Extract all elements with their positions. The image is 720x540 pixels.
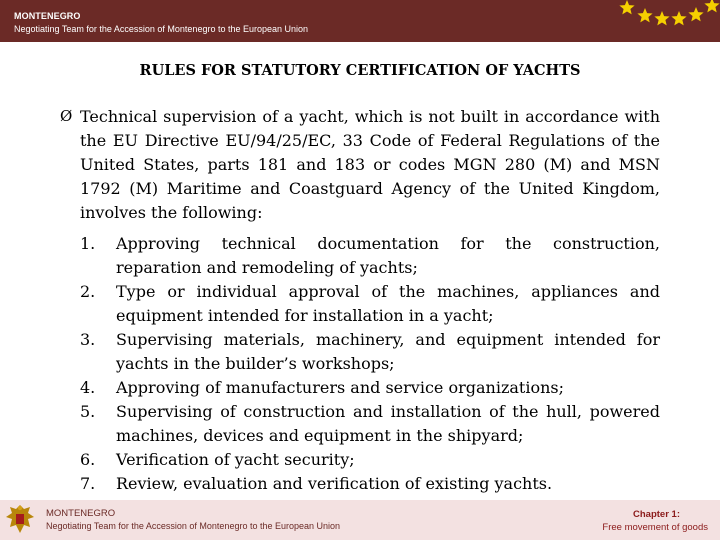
footer-org: MONTENEGRO: [46, 508, 116, 519]
item-text: Supervising materials, machinery, and equipment intended for yachts in the builder’s workshops;: [116, 330, 660, 373]
slide-title: RULES FOR STATUTORY CERTIFICATION OF YACHTS: [139, 62, 581, 79]
list-item: [80, 472, 660, 496]
list-item: [80, 328, 660, 376]
item-number: 7.: [80, 474, 96, 493]
list-item: [80, 376, 660, 400]
arrow-bullet-icon: Ø: [60, 107, 73, 125]
item-text: Supervising of construction and installation of the hull, powered machines, devices and equipment in the shipyard;: [116, 402, 660, 445]
coat-of-arms-icon: [4, 503, 36, 537]
star-icon: [637, 8, 652, 22]
item-number: 1.: [80, 234, 96, 253]
star-icon: [671, 11, 686, 25]
item-text: Approving technical documentation for the construction, reparation and remodeling of yachts;: [116, 234, 660, 277]
item-number: 5.: [80, 402, 96, 421]
header-org: MONTENEGRO: [14, 11, 81, 21]
star-icon: [688, 7, 703, 21]
intro-paragraph: Technical supervision of a yacht, which is not built in accordance with the EU Directive EU/94/25/EC, 33 Code of Federal Regulations of the United States, parts 181 and 183 or codes MGN 280 (M) and MSN 1792 (M) Maritime and Coastguard Agency of the United Kingdom, involves the following:: [80, 107, 660, 222]
item-number: 3.: [80, 330, 96, 349]
star-icon: [704, 0, 719, 12]
list-item: [80, 280, 660, 328]
item-text: Review, evaluation and verification of existing yachts.: [116, 474, 553, 493]
star-icon: [619, 0, 634, 14]
footer-subtitle: Negotiating Team for the Accession of Montenegro to the European Union: [46, 521, 341, 531]
list-item: [80, 448, 660, 472]
list-item: [80, 400, 660, 448]
footer-chapter: Chapter 1:: [633, 509, 680, 520]
header-bar: [0, 0, 720, 42]
star-icon: [654, 11, 669, 25]
item-number: 4.: [80, 378, 96, 397]
item-text: Approving of manufacturers and service organizations;: [116, 378, 564, 397]
footer-chapter-title: Free movement of goods: [602, 522, 708, 533]
item-text: Type or individual approval of the machines, appliances and equipment intended for installation in a yacht;: [116, 282, 660, 325]
item-text: Verification of yacht security;: [116, 450, 355, 469]
eu-stars-icon: [610, 0, 720, 42]
item-number: 6.: [80, 450, 96, 469]
requirements-list: [80, 232, 660, 496]
header-subtitle: Negotiating Team for the Accession of Montenegro to the European Union: [14, 24, 309, 34]
footer-bar: [0, 500, 720, 540]
list-item: [80, 232, 660, 280]
item-number: 2.: [80, 282, 96, 301]
